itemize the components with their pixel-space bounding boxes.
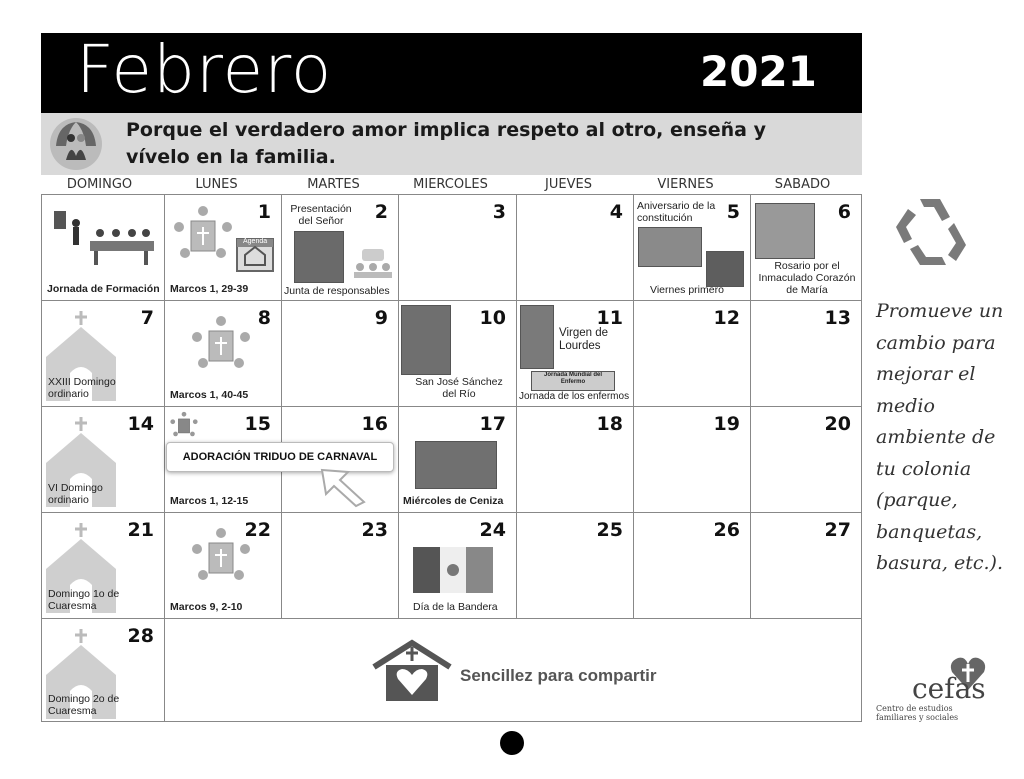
community-bible-icon [171, 205, 235, 263]
cell-note: Marcos 9, 2-10 [170, 601, 243, 613]
day-number: 14 [127, 413, 154, 435]
day-number: 23 [361, 519, 388, 541]
message-line: Promueve un [876, 300, 1004, 322]
calendar-cell-day[interactable] [164, 194, 282, 301]
cell-note: Marcos 1, 29-39 [170, 283, 249, 295]
house-heart-icon [370, 639, 454, 703]
day-number: 28 [127, 625, 154, 647]
cefas-logo [870, 652, 990, 722]
day-number: 26 [713, 519, 740, 541]
pointer-arrow-icon [318, 466, 372, 508]
calendar-cell-day[interactable] [633, 406, 751, 513]
calendar-grid [41, 194, 862, 722]
cell-note: Jornada de los enfermos [519, 391, 630, 402]
message-line: cambio para [876, 331, 996, 354]
calendar-cell-day[interactable] [398, 512, 517, 619]
family-logo-icon [48, 116, 104, 172]
day-number: 12 [713, 307, 740, 329]
calendar-cell-day[interactable] [398, 300, 517, 407]
cell-note: Jornada de Formación [47, 283, 160, 295]
day-number: 3 [492, 201, 506, 223]
calendar-cell-day[interactable] [516, 512, 634, 619]
cefas-subtitle [876, 704, 958, 722]
meeting-icon [352, 249, 394, 279]
cell-note: Marcos 1, 12-15 [170, 495, 249, 507]
day-number: 7 [140, 307, 154, 329]
calendar-cell-day[interactable] [516, 406, 634, 513]
day-number: 10 [479, 307, 506, 329]
saint-jose-photo [401, 305, 451, 375]
sacred-heart-photo [706, 251, 744, 287]
calendar-cell-day[interactable] [398, 194, 517, 301]
day-number: 21 [127, 519, 154, 541]
dayname-domingo: DOMINGO [66, 177, 133, 192]
dayname-viernes: VIERNES [657, 177, 714, 192]
cell-note: Domingo 1o de Cuaresma [48, 588, 120, 612]
mexico-flag-icon [413, 547, 493, 593]
presentation-photo [294, 231, 344, 283]
classroom-icon [48, 207, 160, 269]
event-tooltip[interactable]: ADORACIÓN TRIDUO DE CARNAVAL [166, 442, 394, 472]
cell-note: Marcos 1, 40-45 [170, 389, 249, 401]
year-title: 2021 [700, 47, 817, 96]
dayname-sabado: SABADO [774, 177, 831, 192]
day-number: 19 [713, 413, 740, 435]
agenda-badge: Agenda [243, 238, 268, 245]
day-number: 17 [479, 413, 506, 435]
calendar-cell-day[interactable] [164, 512, 282, 619]
dayname-lunes: LUNES [195, 177, 238, 192]
cell-top-note: Aniversario de la constitución [637, 200, 716, 224]
day-number: 22 [244, 519, 271, 541]
constitution-photo [638, 227, 702, 267]
binder-hole [500, 731, 524, 755]
message-line: banquetas, [876, 520, 983, 543]
calendar-cell-day[interactable] [750, 194, 862, 301]
motto-text: Porque el verdadero amor implica respeto al otro, enseña y vívelo en la familia. [126, 119, 766, 168]
cell-note: Junta de responsables [284, 285, 390, 297]
day-number: 6 [837, 201, 851, 223]
cefas-subtitle-line: Centro de estudios [876, 704, 953, 713]
message-line: basura, etc.). [876, 552, 1003, 574]
cell-top-note: Presentación del Señor [290, 203, 352, 227]
calendar-cell-day[interactable] [41, 512, 165, 619]
calendar-cell-day[interactable] [516, 300, 634, 407]
dayname-martes: MARTES [307, 177, 360, 192]
cell-note: XXIII Domingo ordinario [48, 376, 116, 400]
cell-top-note: Virgen de Lourdes [559, 327, 609, 352]
day-number: 16 [361, 413, 388, 435]
calendar-cell-day[interactable] [633, 300, 751, 407]
day-number: 11 [596, 307, 623, 329]
message-line: tu colonia [876, 457, 972, 480]
calendar-cell-day[interactable] [281, 194, 399, 301]
recycle-icon [890, 193, 976, 273]
community-bible-icon [169, 411, 199, 439]
day-number: 13 [824, 307, 851, 329]
day-number: 8 [257, 307, 271, 329]
cell-note: Viernes primero [650, 284, 724, 296]
calendar-cell-day[interactable] [41, 300, 165, 407]
ash-wednesday-photo [415, 441, 497, 489]
calendar-cell-day[interactable] [281, 300, 399, 407]
day-number: 25 [596, 519, 623, 541]
virgin-lourdes-photo [520, 305, 554, 369]
message-line: medio [876, 394, 935, 417]
dayname-jueves: JUEVES [545, 177, 592, 192]
cefas-name: cefas [912, 672, 986, 705]
calendar-cell-day[interactable] [281, 512, 399, 619]
month-title: Febrero [76, 31, 333, 108]
rosary-photo [755, 203, 815, 259]
calendar-cell-day[interactable] [398, 406, 517, 513]
day-number: 5 [726, 201, 740, 223]
calendar-cell-day[interactable] [164, 300, 282, 407]
calendar-cell-day[interactable] [750, 406, 862, 513]
day-number: 24 [479, 519, 506, 541]
day-number: 18 [596, 413, 623, 435]
cell-note: VI Domingo ordinario [48, 482, 103, 506]
cell-note: Domingo 2o de Cuaresma [48, 693, 120, 717]
calendar-cell-day[interactable] [750, 512, 862, 619]
jornada-enfermos-sign: Jornada Mundial del Enfermo [531, 371, 615, 391]
calendar-cell-day[interactable] [41, 406, 165, 513]
share-text: Sencillez para compartir [460, 666, 657, 685]
day-number: 15 [244, 413, 271, 435]
message-line: ambiente de [876, 426, 996, 448]
day-number: 9 [374, 307, 388, 329]
message-line: (parque, [876, 489, 958, 511]
day-number: 1 [257, 201, 271, 223]
calendar-cell-day[interactable] [633, 512, 751, 619]
environment-message [876, 296, 1016, 580]
message-line: mejorar el [876, 363, 976, 385]
community-bible-icon [189, 527, 253, 585]
day-number: 27 [824, 519, 851, 541]
cell-note: Rosario por el Inmaculado Corazón de María [758, 260, 856, 296]
cell-note: San José Sánchez del Río [415, 376, 503, 400]
calendar-cell-day[interactable] [516, 194, 634, 301]
day-number: 20 [824, 413, 851, 435]
calendar-cell-day[interactable] [41, 618, 165, 722]
day-number: 2 [374, 201, 388, 223]
day-number: 4 [609, 201, 623, 223]
cefas-subtitle-line: familiares y sociales [876, 713, 959, 722]
calendar-cell-day[interactable] [633, 194, 751, 301]
dayname-miercoles: MIERCOLES [413, 177, 488, 192]
cell-note: Miércoles de Ceniza [403, 495, 504, 507]
community-bible-icon [189, 315, 253, 373]
calendar-cell-day[interactable] [750, 300, 862, 407]
cell-note: Día de la Bandera [413, 601, 498, 613]
calendar-cell-blank[interactable] [41, 194, 165, 301]
